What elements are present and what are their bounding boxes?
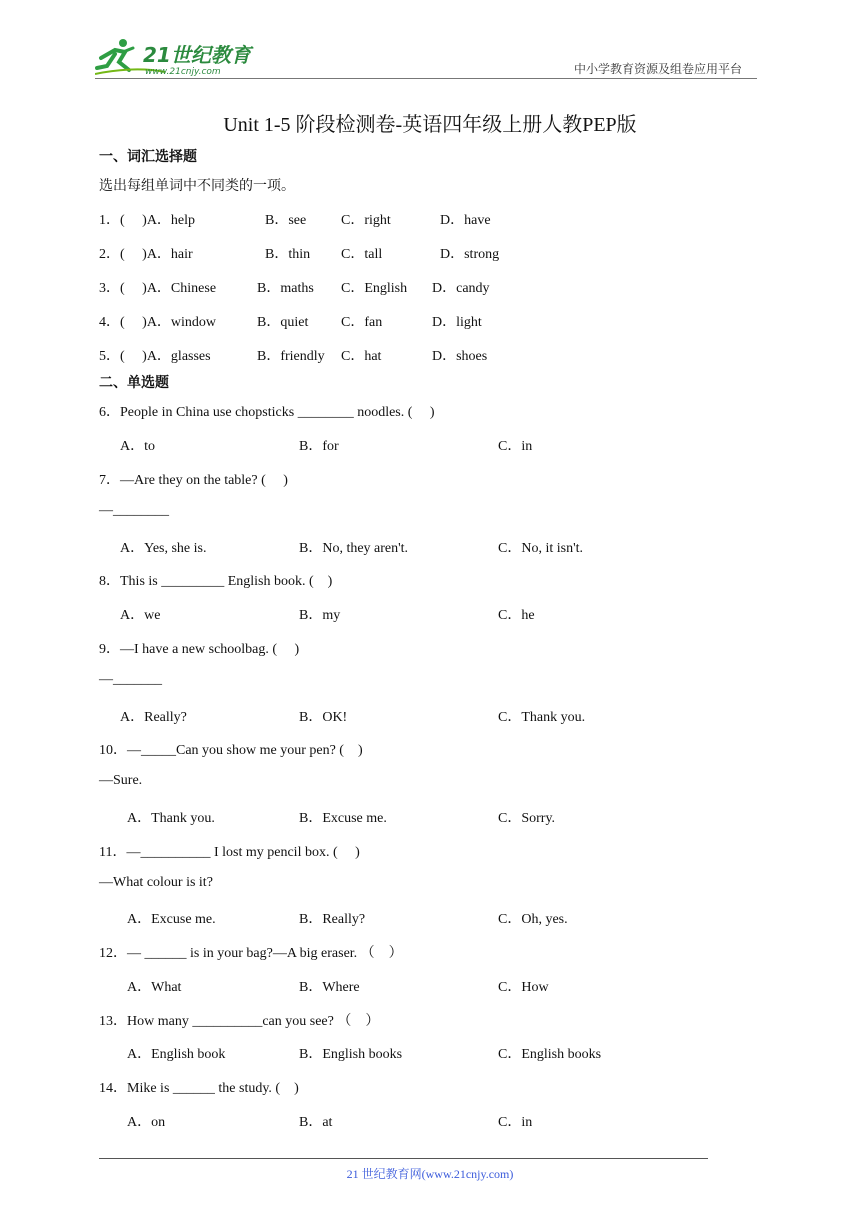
q10-option-c: C．Sorry. xyxy=(498,811,556,826)
q12-option-c: C．How xyxy=(498,980,549,995)
q6-option-b: B．for xyxy=(299,439,339,454)
q13-option-b: B．English books xyxy=(299,1047,403,1062)
q14-option-a: A．on xyxy=(127,1115,166,1130)
q9-option-a: A．Really? xyxy=(120,710,187,725)
q7-answer-line: —________ xyxy=(99,503,169,518)
q6-stem: 6．People in China use chopsticks ________ noodles. ( ) xyxy=(99,405,435,420)
q10-option-b: B．Excuse me. xyxy=(299,811,387,826)
q5-number-option-a: 5．( )A．glasses xyxy=(99,349,211,364)
q6-option-c: C．in xyxy=(498,439,533,454)
logo-main-text: 21世纪教育 xyxy=(143,43,251,67)
q13-stem: 13．How many __________can you see? （ ） xyxy=(99,1014,380,1029)
q4-option-c: C．fan xyxy=(341,315,383,330)
q1-option-d: D．have xyxy=(440,213,491,228)
q3-option-c: C．English xyxy=(341,281,408,296)
q2-number-option-a: 2．( )A．hair xyxy=(99,247,193,262)
q12-option-b: B．Where xyxy=(299,980,360,995)
q7-stem: 7．—Are they on the table? ( ) xyxy=(99,473,288,488)
q14-option-c: C．in xyxy=(498,1115,533,1130)
footer-link[interactable]: 21 世纪教育网(www.21cnjy.com) xyxy=(346,1167,514,1181)
q9-answer-line: —_______ xyxy=(99,672,162,687)
q2-option-b: B．thin xyxy=(265,247,311,262)
q12-option-a: A．What xyxy=(127,980,182,995)
footer-divider xyxy=(99,1158,708,1159)
q2-option-d: D．strong xyxy=(440,247,500,262)
q11-stem: 11．—__________ I lost my pencil box. ( ) xyxy=(99,845,360,860)
q11-option-c: C．Oh, yes. xyxy=(498,912,568,927)
q10-option-a: A．Thank you. xyxy=(127,811,215,826)
q7-option-c: C．No, it isn't. xyxy=(498,541,583,556)
header-site-name: 中小学教育资源及组卷应用平台 xyxy=(574,62,743,76)
q1-option-b: B．see xyxy=(265,213,307,228)
q8-stem: 8．This is _________ English book. ( ) xyxy=(99,574,333,589)
q12-stem: 12．— ______ is in your bag?—A big eraser. （ ） xyxy=(99,946,403,961)
q9-stem: 9．—I have a new schoolbag. ( ) xyxy=(99,642,300,657)
q13-option-c: C．English books xyxy=(498,1047,602,1062)
q14-stem: 14．Mike is ______ the study. ( ) xyxy=(99,1081,299,1096)
q4-number-option-a: 4．( )A．window xyxy=(99,315,217,330)
q10-stem: 10．—_____Can you show me your pen? ( ) xyxy=(99,743,363,758)
q3-option-d: D．candy xyxy=(432,281,490,296)
q11-option-b: B．Really? xyxy=(299,912,366,927)
q10-reply: —Sure. xyxy=(99,773,143,788)
section2-heading: 二、单选题 xyxy=(99,376,169,391)
site-logo xyxy=(95,36,260,80)
q5-option-c: C．hat xyxy=(341,349,382,364)
q3-option-b: B．maths xyxy=(257,281,314,296)
q11-option-a: A．Excuse me. xyxy=(127,912,216,927)
q3-number-option-a: 3．( )A．Chinese xyxy=(99,281,217,296)
document-title: Unit 1-5 阶段检测卷-英语四年级上册人教PEP版 xyxy=(223,114,637,136)
logo-url-text: www.21cnjy.com xyxy=(145,67,221,77)
q5-option-b: B．friendly xyxy=(257,349,325,364)
q6-option-a: A．to xyxy=(120,439,155,454)
section1-instruction: 选出每组单词中不同类的一项。 xyxy=(99,179,295,194)
q5-option-d: D．shoes xyxy=(432,349,488,364)
q11-reply: —What colour is it? xyxy=(99,875,213,890)
q2-option-c: C．tall xyxy=(341,247,383,262)
q4-option-b: B．quiet xyxy=(257,315,309,330)
q1-number-option-a: 1．( )A．help xyxy=(99,213,196,228)
runner-logo-icon xyxy=(95,36,260,80)
q8-option-b: B．my xyxy=(299,608,341,623)
q13-option-a: A．English book xyxy=(127,1047,226,1062)
q7-option-b: B．No, they aren't. xyxy=(299,541,409,556)
q1-option-c: C．right xyxy=(341,213,391,228)
q7-option-a: A．Yes, she is. xyxy=(120,541,207,556)
q9-option-c: C．Thank you. xyxy=(498,710,586,725)
q4-option-d: D．light xyxy=(432,315,482,330)
q8-option-c: C．he xyxy=(498,608,535,623)
q8-option-a: A．we xyxy=(120,608,161,623)
q14-option-b: B．at xyxy=(299,1115,333,1130)
q9-option-b: B．OK! xyxy=(299,710,348,725)
section1-heading: 一、词汇选择题 xyxy=(99,150,197,165)
header-divider xyxy=(95,78,757,79)
